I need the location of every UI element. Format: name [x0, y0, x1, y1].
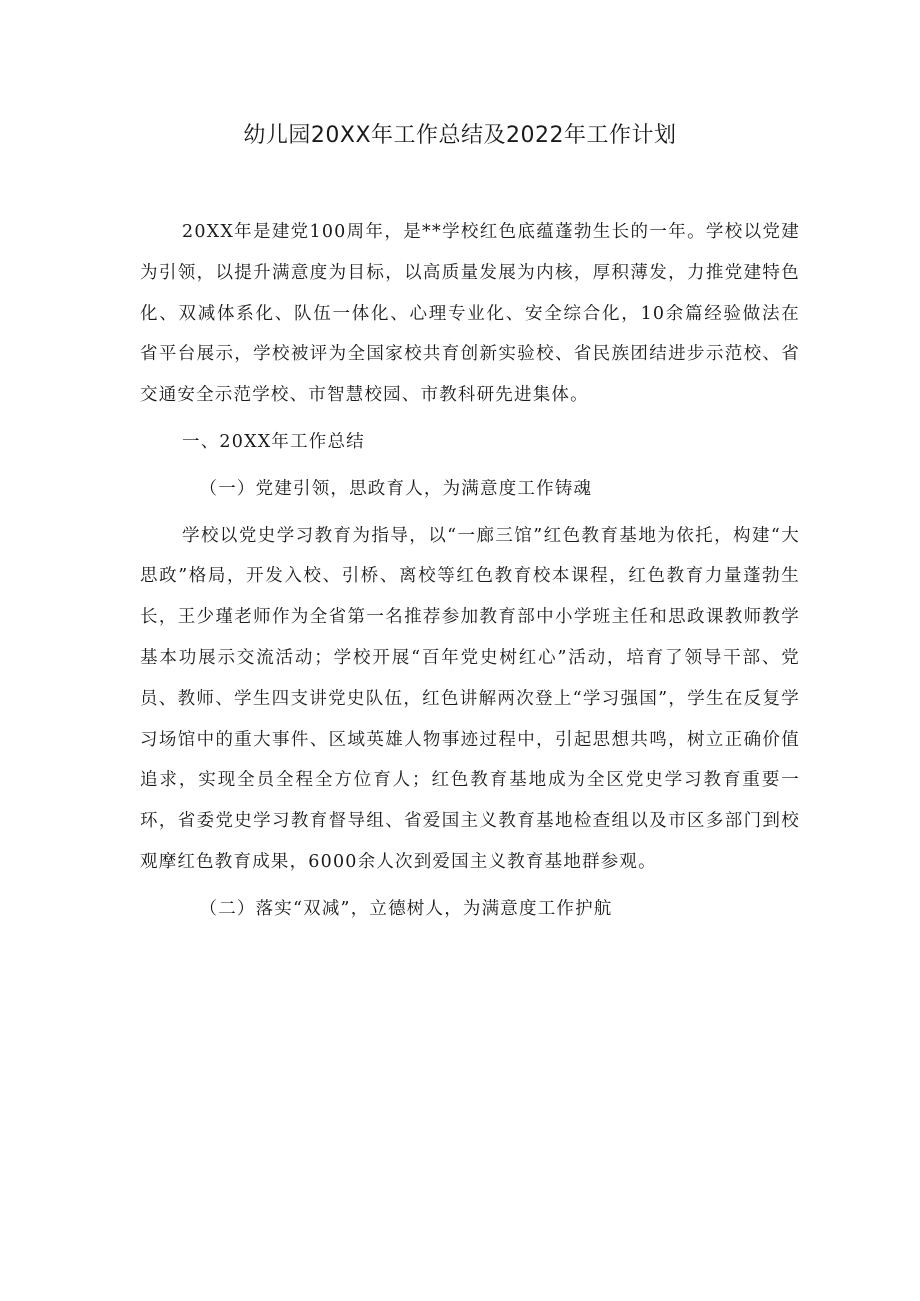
intro-paragraph: 20XX年是建党100周年，是**学校红色底蕴蓬勃生长的一年。学校以党建为引领，以提升满意度为目标，以高质量发展为内核，厚积薄发，力推党建特色化、双减体系化、队伍一体化、心理专业化、安全综合化，10余篇经验做法在省平台展示，学校被评为全国家校共育创新实验校、省民族团结进步示范校、省交通安全示范学校、市智慧校园、市教科研先进集体。: [140, 222, 800, 406]
subsection-heading-party-building: （一）党建引领，思政育人，为满意度工作铸魂: [199, 478, 593, 499]
subsection-heading-double-reduction: （二）落实“双减”，立德树人，为满意度工作护航: [199, 898, 613, 919]
document-body: [140, 212, 800, 930]
subsection-body-party-building: 学校以党史学习教育为指导，以“一廊三馆”红色教育基地为依托，构建“大思政”格局，开发入校、引桥、离校等红色教育校本课程，红色教育力量蓬勃生长，王少瑾老师作为全省第一名推荐参加教育部中小学班主任和思政课教师教学基本功展示交流活动；学校开展“百年党史树红心”活动，培育了领导干部、党员、教师、学生四支讲党史队伍，红色讲解两次登上“学习强国”，学生在反复学习场馆中的重大事件、区域英雄人物事迹过程中，引起思想共鸣，树立正确价值追求，实现全员全程全方位育人；红色教育基地成为全区党史学习教育重要一环，省委党史学习教育督导组、省爱国主义教育基地检查组以及市区多部门到校观摩红色教育成果，6000余人次到爱国主义教育基地群参观。: [140, 525, 800, 872]
section-heading-summary: 一、20XX年工作总结: [182, 431, 365, 452]
document-title: 幼儿园20XX年工作总结及2022年工作计划: [243, 123, 677, 148]
